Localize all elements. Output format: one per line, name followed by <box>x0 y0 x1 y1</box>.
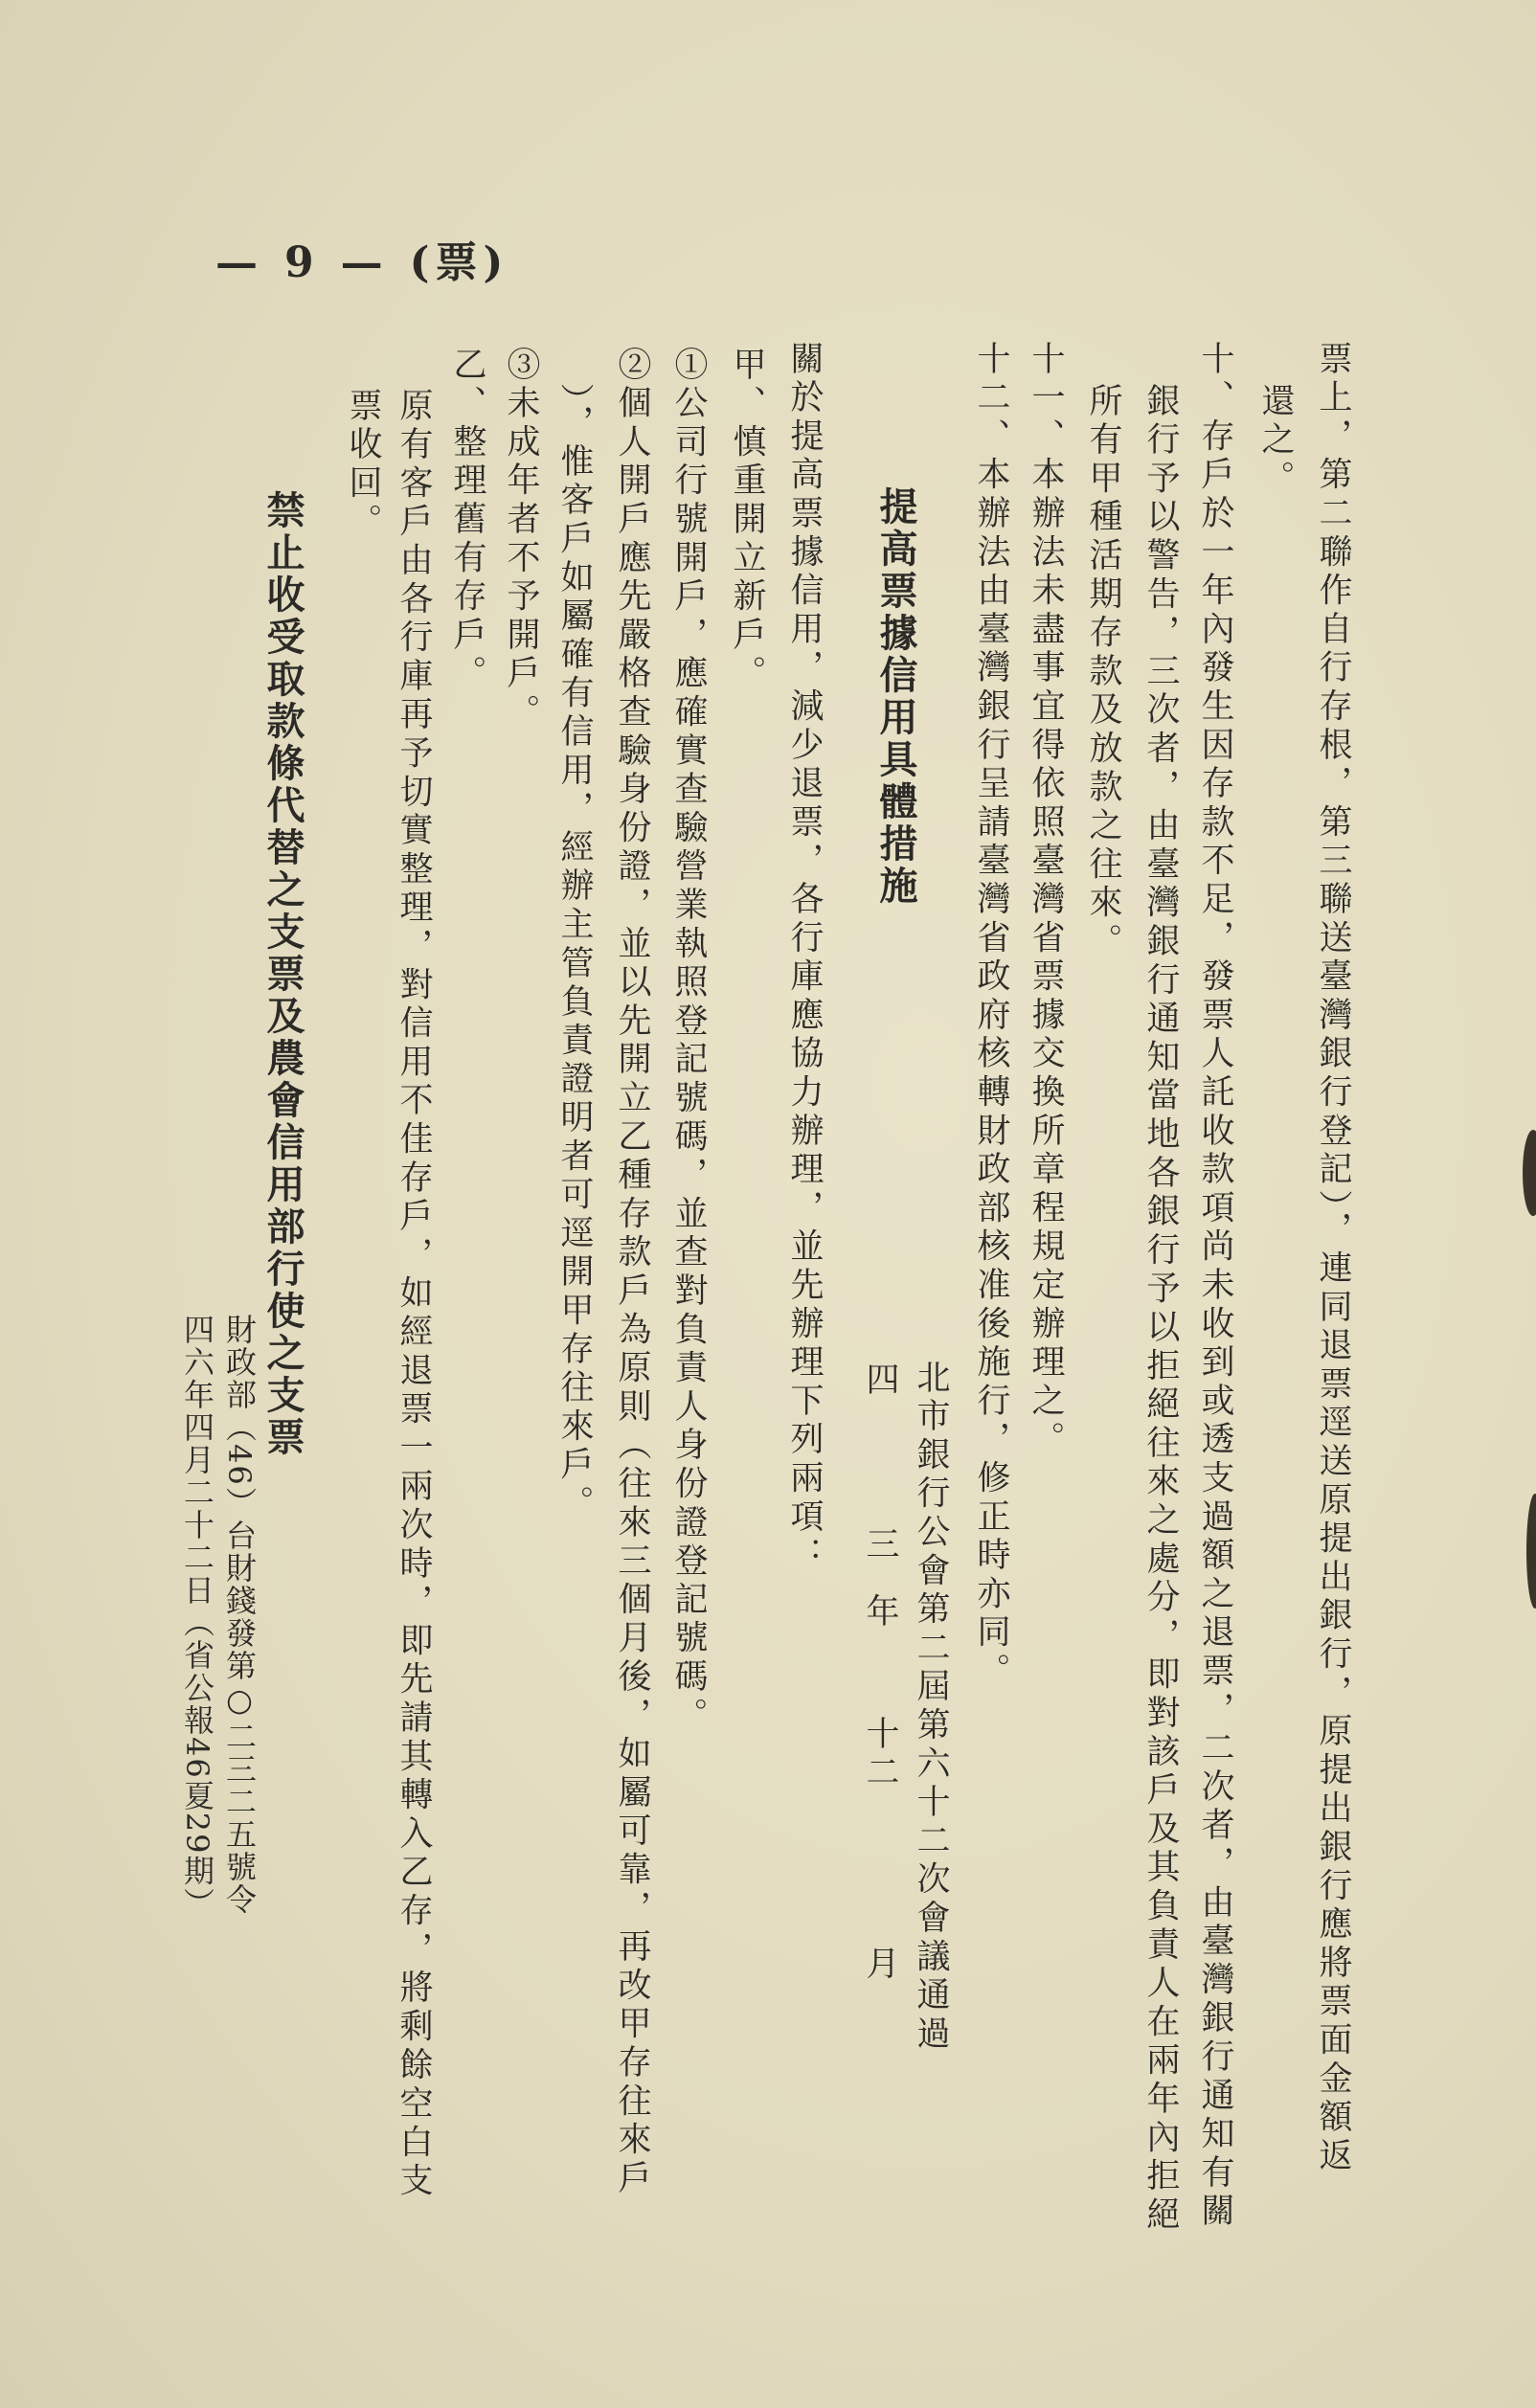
date-char: 年 <box>866 1593 900 1632</box>
section-label: (票) <box>409 238 509 287</box>
order-reference: 財政部（46）台財錢發第○二三二五號令 <box>221 1314 258 1916</box>
text-column: 銀行予以警告，三次者，由臺灣銀行通知當地各銀行予以拒絕往來之處分，即對該戶及其負責人在兩年內拒絕 <box>1141 383 1180 2236</box>
text-column: ①公司行號開戶，應確實查驗營業執照登記號碼，並查對負責人身份證登記號碼。 <box>669 347 708 1736</box>
page-header <box>215 228 530 289</box>
text-column: ），惟客戶如屬確有信用，經辦主管負責證明者可逕開甲存往來戶。 <box>555 383 594 1524</box>
text-column: 票上，第二聯作自行存根，第三聯送臺灣銀行登記），連同退票逕送原提出銀行，原提出銀行應將票面金額返 <box>1314 341 1352 2176</box>
text-column: 所有甲種活期存款及放款之往來。 <box>1084 383 1122 962</box>
section-title: 提高票據信用具體措施 <box>873 486 918 908</box>
text-column: 十二、本辦法由臺灣銀行呈請臺灣省政府核轉財政部核准後施行，修正時亦同。 <box>972 341 1010 1692</box>
text-column: 乙、整理舊有存戶。 <box>448 347 486 694</box>
text-column: 十、存戶於一年內發生因存款不足，發票人託收款項尚未收到或透支過額之退票，二次者，由臺灣銀行通知有關 <box>1196 341 1234 2232</box>
text-column: ②個人開戶應先嚴格查驗身份證，並以先開立乙種存款戶為原則（往來三個月後，如屬可靠，再改甲存往來戶 <box>613 347 651 2199</box>
date-char: 十 <box>866 1716 900 1754</box>
text-column: 票收回。 <box>344 388 382 543</box>
order-date: 四六年四月二十二日（省公報46夏29期） <box>179 1314 215 1921</box>
text-column: 還之。 <box>1256 383 1295 499</box>
section-title: 禁止收受取款條代替之支票及農會信用部行使之支票 <box>260 490 305 1459</box>
meeting-source: 北市銀行公會第二屆第六十二次會議通過 <box>912 1360 950 2055</box>
date-char: 月 <box>866 1946 900 1984</box>
text-column: 甲、慎重開立新戶。 <box>728 347 766 694</box>
header-dash: — <box>215 238 263 287</box>
text-column: 十一、本辦法未盡事宜得依照臺灣省票據交換所章程規定辦理之。 <box>1027 341 1065 1460</box>
text-column: 原有客戶由各行庫再予切實整理，對信用不佳存戶，如經退票一兩次時，即先請其轉入乙存，將剩餘空白支 <box>395 388 433 2202</box>
date-char: 三 <box>866 1526 900 1564</box>
header-dash: — <box>340 238 389 287</box>
date-char: 二 <box>866 1754 900 1792</box>
text-column: ③未成年者不予開戶。 <box>502 347 540 732</box>
page-number: 9 <box>284 238 320 287</box>
text-column: 關於提高票據信用，減少退票，各行庫應協力辦理，並先辦理下列兩項： <box>785 341 824 1576</box>
date-char: 四 <box>866 1362 900 1400</box>
